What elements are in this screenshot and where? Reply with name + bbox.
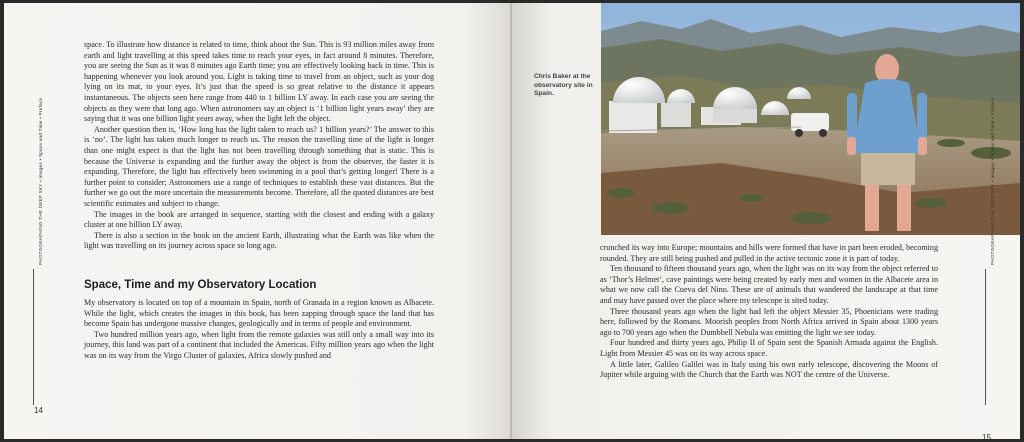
photo-caption: Chris Baker at the observatory site in Spain. [534, 73, 593, 98]
left-body-text-2 [84, 298, 434, 362]
section-heading: Space, Time and my Observatory Location [84, 279, 317, 291]
book-spread [4, 3, 1020, 439]
page-number-right: 15 [982, 433, 991, 439]
paragraph: Four hundred and thirty years ago, Philip II of Spain sent the Spanish Armada against the English. Light from Messier 45 was on its way across space. [600, 338, 938, 358]
paragraph: A little later, Galileo Galilei was in Italy using his own early telescope, discovering the Moons of Jupiter while arguing with the Church that the Earth was NOT the centre of the Universe. [600, 359, 938, 380]
paragraph: Ten thousand to fifteen thousand years ago, when the light was on its way from the object referred to as ‘Thor’s Helmet’, cave paintings were being created by early men and women in the Albacete area in what we now call the Cueva del Nino. These are of animals that wandered the landscape at that time and may have passed over the place where my telescope is sited today. [600, 264, 938, 305]
margin-rule [33, 269, 34, 405]
paragraph: Two hundred million years ago, when light from the remote galaxies was still only a small way into its journey, this land was part of a continent that included the Americas. Fifty million years ago when the light was on its way from the Virgo Cluster of galaxies, Africa slowly pushed and [84, 329, 434, 360]
left-body-text [84, 40, 434, 252]
paragraph: Another question then is, ‘How long has the light taken to reach us? 1 billion years?’ The answer to this is ‘no’. The light has taken much longer to reach us. The reason the travelling time of the light is longer than one might expect is that the light has not been travelling through something that is static. This is because the Universe is expanding and the further away the object is from the observer, the faster it is expanding. Therefore, the light has effectively been swimming in a pool that’s getting longer! There is a further point to consider; Astronomers use a range of techniques to establish these vast distances. But the further we go out the more uncertain the measurements become. Therefore, all the quoted distances are best scientific estimates and subject to change. [84, 124, 434, 208]
right-body-text [600, 243, 938, 381]
running-head-right: PHOTOGRAPHING THE DEEP SKY • Images • Space and Time • Preface [990, 97, 995, 265]
margin-rule [985, 269, 986, 405]
right-page [512, 3, 1020, 439]
observatory-photo [601, 3, 1020, 235]
paragraph: crunched its way into Europe; mountains and hills were formed that have in part been eroded, becoming rounded. They are still being pushed and pulled in the active tectonic zone it is part of today. [600, 243, 938, 263]
paragraph: space. To illustrate how distance is related to time, think about the Sun. This is 93 million miles away from earth and light travelling at this speed takes time to reach your eyes, in fact around 8 minutes. Therefore, you are seeing the Sun as it was 8 minutes ago Earth time; you are effectively looking back in time. This is happening whenever you look around you. Light is taking time to travel from an object, such as your dog lying on its mat, to your eyes. It’s just that the speed is so great relative to the distance it appears instantaneous. The objects seen here range from 440 to 1 billion LY away. In each case you are seeing the objects as they were that long ago. When astronomers say an object is ‘1 billion light years away’ they are saying that it was one billion light years away, when the light left the object. [84, 40, 434, 124]
left-page [4, 3, 512, 439]
observatory-landscape-image [601, 3, 1020, 235]
paragraph: My observatory is located on top of a mountain in Spain, north of Granada in a region known as Albacete. While the light, which creates the images in this book, has been zapping through space the land that has become Spain has undergone massive changes, geologically and in terms of people and environment. [84, 298, 434, 329]
paragraph: Three thousand years ago when the light had left the object Messier 35, Phoenicians were trading here, followed by the Romans. Moorish peoples from North Africa arrived in Spain about 1300 years ago to 700 years ago when the Dumbbell Nebula was emitting the light we see today. [600, 306, 938, 337]
paragraph: The images in the book are arranged in sequence, starting with the closest and ending with a galaxy cluster at one billion LY away. [84, 209, 434, 230]
paragraph: There is also a section in the book on the ancient Earth, illustrating what the Earth was like when the light was travelling on its journey across space so long ago. [84, 230, 434, 251]
page-number-left: 14 [34, 406, 43, 415]
running-head-left: PHOTOGRAPHING THE DEEP SKY • Images • Space and Time • Preface [38, 97, 43, 265]
